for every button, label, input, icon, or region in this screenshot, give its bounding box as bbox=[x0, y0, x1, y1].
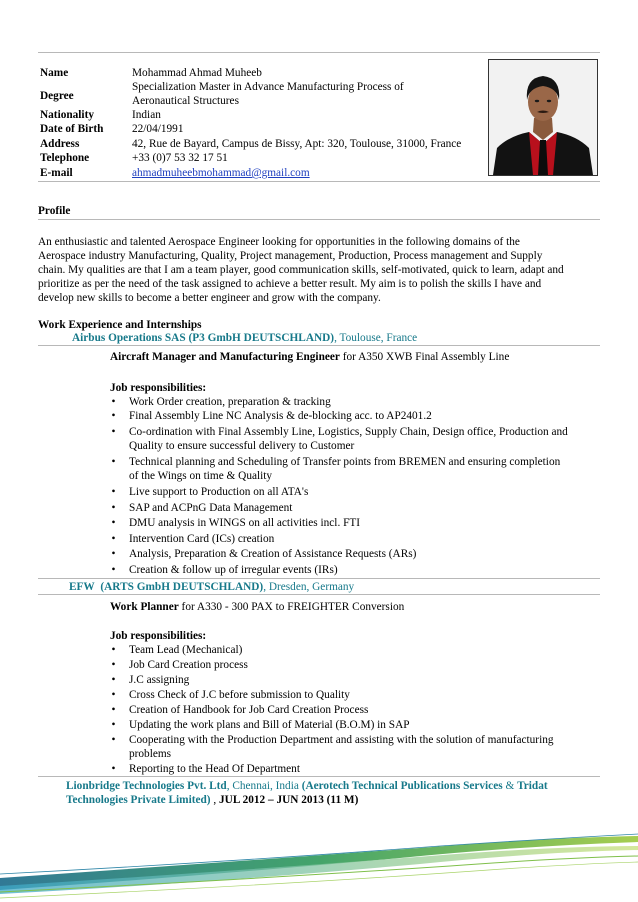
job1-item-4: Technical planning and Scheduling of Transfer points from BREMEN and ensuring completion bbox=[129, 456, 561, 468]
bullet: • bbox=[111, 659, 116, 671]
job1-role-suffix: for A350 XWB Final Assembly Line bbox=[339, 351, 510, 363]
bullet: • bbox=[111, 548, 116, 560]
degree-value-line2: Aeronautical Structures bbox=[132, 95, 239, 107]
job2-item-3: J.C assigning bbox=[129, 674, 190, 686]
bullet: • bbox=[111, 426, 116, 438]
address-value: 42, Rue de Bayard, Campus de Bissy, Apt: 320, Toulouse, 31000, France bbox=[132, 138, 462, 150]
job1-item-5: Live support to Production on all ATA's bbox=[129, 486, 309, 498]
bullet: • bbox=[111, 456, 116, 468]
nationality-label: Nationality bbox=[40, 109, 94, 121]
job2-item-2: Job Card Creation process bbox=[129, 659, 248, 671]
degree-value-line1: Specialization Master in Advance Manufacturing Process of bbox=[132, 81, 404, 93]
profile-line-4: prioritize as per the need of the task assigned to achieve a better result. My aim is to polish the skills I have and bbox=[38, 278, 542, 290]
job3-client: (Aerotech Technical Publications Services bbox=[301, 780, 503, 792]
job3-company-line bbox=[66, 779, 548, 793]
footer-swoosh-decoration bbox=[0, 828, 638, 902]
job2-bottom-rule bbox=[38, 776, 600, 777]
job2-item-4: Cross Check of J.C before submission to Quality bbox=[129, 689, 350, 701]
job2-company-line bbox=[69, 580, 354, 594]
profile-photo bbox=[488, 59, 598, 176]
job1-company-line bbox=[72, 331, 417, 345]
job1-bottom-rule bbox=[38, 578, 600, 579]
email-label: E-mail bbox=[40, 167, 73, 179]
job3-line2: Technologies Private Limited) bbox=[66, 794, 211, 806]
bullet: • bbox=[111, 719, 116, 731]
bullet: • bbox=[111, 689, 116, 701]
job2-resp-heading: Job responsibilities: bbox=[110, 630, 207, 642]
job1-role: Aircraft Manager and Manufacturing Engineer bbox=[110, 351, 340, 363]
job2-location: , Dresden, Germany bbox=[263, 581, 355, 593]
telephone-label: Telephone bbox=[40, 152, 90, 164]
experience-heading: Work Experience and Internships bbox=[38, 319, 202, 331]
job1-item-3-cont: Quality to ensure successful delivery to Customer bbox=[129, 440, 355, 452]
name-label: Name bbox=[40, 67, 69, 79]
top-rule bbox=[38, 52, 600, 53]
job1-resp-heading: Job responsibilities: bbox=[110, 382, 207, 394]
bullet: • bbox=[111, 517, 116, 529]
job3-company-line2 bbox=[66, 793, 358, 807]
bullet: • bbox=[111, 502, 116, 514]
name-value: Mohammad Ahmad Muheeb bbox=[132, 67, 262, 79]
job1-role-line bbox=[110, 350, 509, 364]
job2-item-8: Reporting to the Head Of Department bbox=[129, 763, 300, 775]
job2-item-7-cont: problems bbox=[129, 748, 172, 760]
job1-location: , Toulouse, France bbox=[334, 332, 418, 344]
bullet: • bbox=[111, 486, 116, 498]
address-label: Address bbox=[40, 138, 80, 150]
dob-value: 22/04/1991 bbox=[132, 123, 184, 135]
job3-location: , Chennai, India bbox=[226, 780, 302, 792]
job2-item-7: Cooperating with the Production Department and assisting with the solution of manufacturing bbox=[129, 734, 554, 746]
dob-label: Date of Birth bbox=[40, 123, 104, 135]
job3-sep: , bbox=[210, 794, 220, 806]
job3-company: Lionbridge Technologies Pvt. Ltd bbox=[66, 780, 227, 792]
job1-item-10: Creation & follow up of irregular events (IRs) bbox=[129, 564, 338, 576]
profile-line-2: Aerospace industry Manufacturing, Quality, Project management, Production, Process management and Supply bbox=[38, 250, 543, 262]
personal-bottom-rule bbox=[38, 181, 600, 182]
profile-line-5: develop new skills to become a better engineer and grow with the company. bbox=[38, 292, 381, 304]
bullet: • bbox=[111, 533, 116, 545]
bullet: • bbox=[111, 410, 116, 422]
bullet: • bbox=[111, 396, 116, 408]
job2-role-suffix: for A330 - 300 PAX to FREIGHTER Conversion bbox=[178, 601, 405, 613]
job2-item-5: Creation of Handbook for Job Card Creation Process bbox=[129, 704, 369, 716]
job2-rule bbox=[38, 594, 600, 595]
profile-line-1: An enthusiastic and talented Aerospace Engineer looking for opportunities in the following domains of the bbox=[38, 236, 520, 248]
bullet: • bbox=[111, 644, 116, 656]
portrait-image bbox=[489, 60, 597, 175]
degree-label: Degree bbox=[40, 90, 74, 102]
email-link[interactable]: ahmadmuheebmohammad@gmail.com bbox=[132, 167, 310, 179]
profile-heading: Profile bbox=[38, 205, 71, 217]
profile-rule bbox=[38, 219, 600, 220]
job2-company: (ARTS GmbH DEUTSCHLAND) bbox=[100, 581, 264, 593]
profile-line-3: chain. My qualities are that I am a team player, good communication skills, self-motivated, quick to learn, adapt and bbox=[38, 264, 564, 276]
bullet: • bbox=[111, 734, 116, 746]
job2-company-prefix: EFW bbox=[69, 581, 95, 593]
job1-item-7: DMU analysis in WINGS on all activities incl. FTI bbox=[129, 517, 361, 529]
job2-item-6: Updating the work plans and Bill of Material (B.O.M) in SAP bbox=[129, 719, 410, 731]
bullet: • bbox=[111, 763, 116, 775]
job3-client2: Tridat bbox=[517, 780, 548, 792]
job1-item-8: Intervention Card (ICs) creation bbox=[129, 533, 275, 545]
bullet: • bbox=[111, 704, 116, 716]
job3-amp: & bbox=[502, 780, 518, 792]
job2-item-1: Team Lead (Mechanical) bbox=[129, 644, 243, 656]
job1-item-2: Final Assembly Line NC Analysis & de-blocking acc. to AP2401.2 bbox=[129, 410, 432, 422]
job1-company: Airbus Operations SAS (P3 GmbH DEUTSCHLAND) bbox=[72, 332, 335, 344]
job1-item-4-cont: of the Wings on time & Quality bbox=[129, 470, 273, 482]
job1-item-1: Work Order creation, preparation & tracking bbox=[129, 396, 331, 408]
bullet: • bbox=[111, 674, 116, 686]
job3-period: JUL 2012 – JUN 2013 (11 M) bbox=[219, 794, 359, 806]
bullet: • bbox=[111, 564, 116, 576]
job1-item-3: Co-ordination with Final Assembly Line, Logistics, Supply Chain, Design office, Production and bbox=[129, 426, 568, 438]
nationality-value: Indian bbox=[132, 109, 161, 121]
telephone-value: +33 (0)7 53 32 17 51 bbox=[132, 152, 228, 164]
job2-role: Work Planner bbox=[110, 601, 179, 613]
job1-item-6: SAP and ACPnG Data Management bbox=[129, 502, 293, 514]
job1-item-9: Analysis, Preparation & Creation of Assistance Requests (ARs) bbox=[129, 548, 417, 560]
job2-role-line bbox=[110, 600, 404, 614]
job1-rule bbox=[38, 345, 600, 346]
